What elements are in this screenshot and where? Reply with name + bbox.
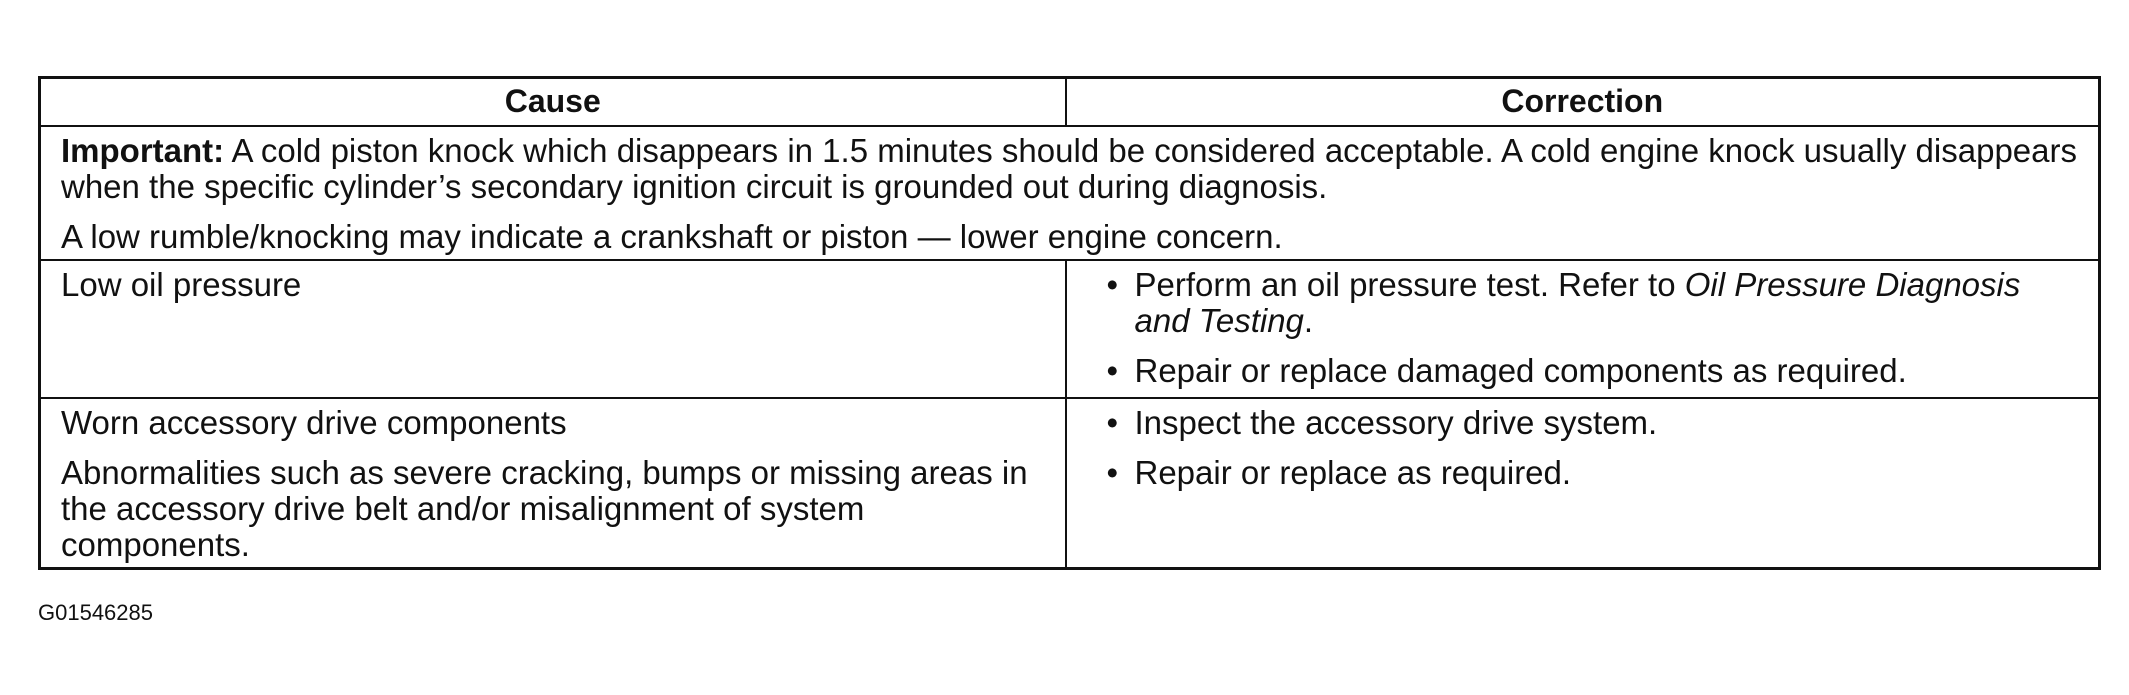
bullet-icon: •: [1106, 454, 1119, 491]
cause-detail: Abnormalities such as severe cracking, bumps or missing areas in the accessory drive belt and/or misalignment of system components.: [61, 454, 1028, 563]
correction-item: [1087, 267, 2079, 339]
correction-item: [1087, 353, 2079, 389]
important-label: Important:: [61, 132, 225, 169]
cause-header: Cause: [40, 78, 1066, 127]
correction-text: Repair or replace damaged components as required.: [1134, 352, 1907, 389]
correction-cell: [1066, 260, 2100, 398]
header-row: [40, 78, 2100, 127]
table-row: [40, 398, 2100, 569]
correction-item: [1087, 455, 2079, 491]
bullet-icon: •: [1106, 404, 1119, 441]
bullet-icon: •: [1106, 352, 1119, 389]
cause-cell: [40, 260, 1066, 398]
correction-text: Repair or replace as required.: [1134, 454, 1572, 491]
cause-text: Worn accessory drive components: [61, 404, 567, 441]
correction-text-end: .: [1303, 302, 1314, 339]
important-note: [61, 133, 2078, 205]
bullet-icon: •: [1106, 266, 1119, 303]
figure-id: G01546285: [38, 600, 153, 625]
correction-text: Inspect the accessory drive system.: [1134, 404, 1658, 441]
important-text: A cold piston knock which disappears in 1.5 minutes should be considered acceptable. A cold engine knock usually disappears when the specific cylinder’s secondary ignition circuit is grounded out during diagnosis.: [61, 132, 2077, 205]
cause-text: Low oil pressure: [61, 266, 302, 303]
rumble-note: A low rumble/knocking may indicate a crankshaft or piston — lower engine concern.: [61, 218, 1283, 255]
correction-list: [1087, 405, 2079, 491]
correction-cell: [1066, 398, 2100, 569]
reference-link: Oil Pressure Diagnosis and Testing: [1134, 266, 2021, 339]
cause-cell: [40, 398, 1066, 569]
note-cell: [40, 126, 2100, 260]
correction-header: Correction: [1066, 78, 2100, 127]
correction-item: [1087, 405, 2079, 441]
note-row: [40, 126, 2100, 260]
diagnosis-table: [38, 76, 2101, 570]
correction-list: [1087, 267, 2079, 389]
correction-text: Perform an oil pressure test. Refer to: [1134, 266, 1685, 303]
table-row: [40, 260, 2100, 398]
